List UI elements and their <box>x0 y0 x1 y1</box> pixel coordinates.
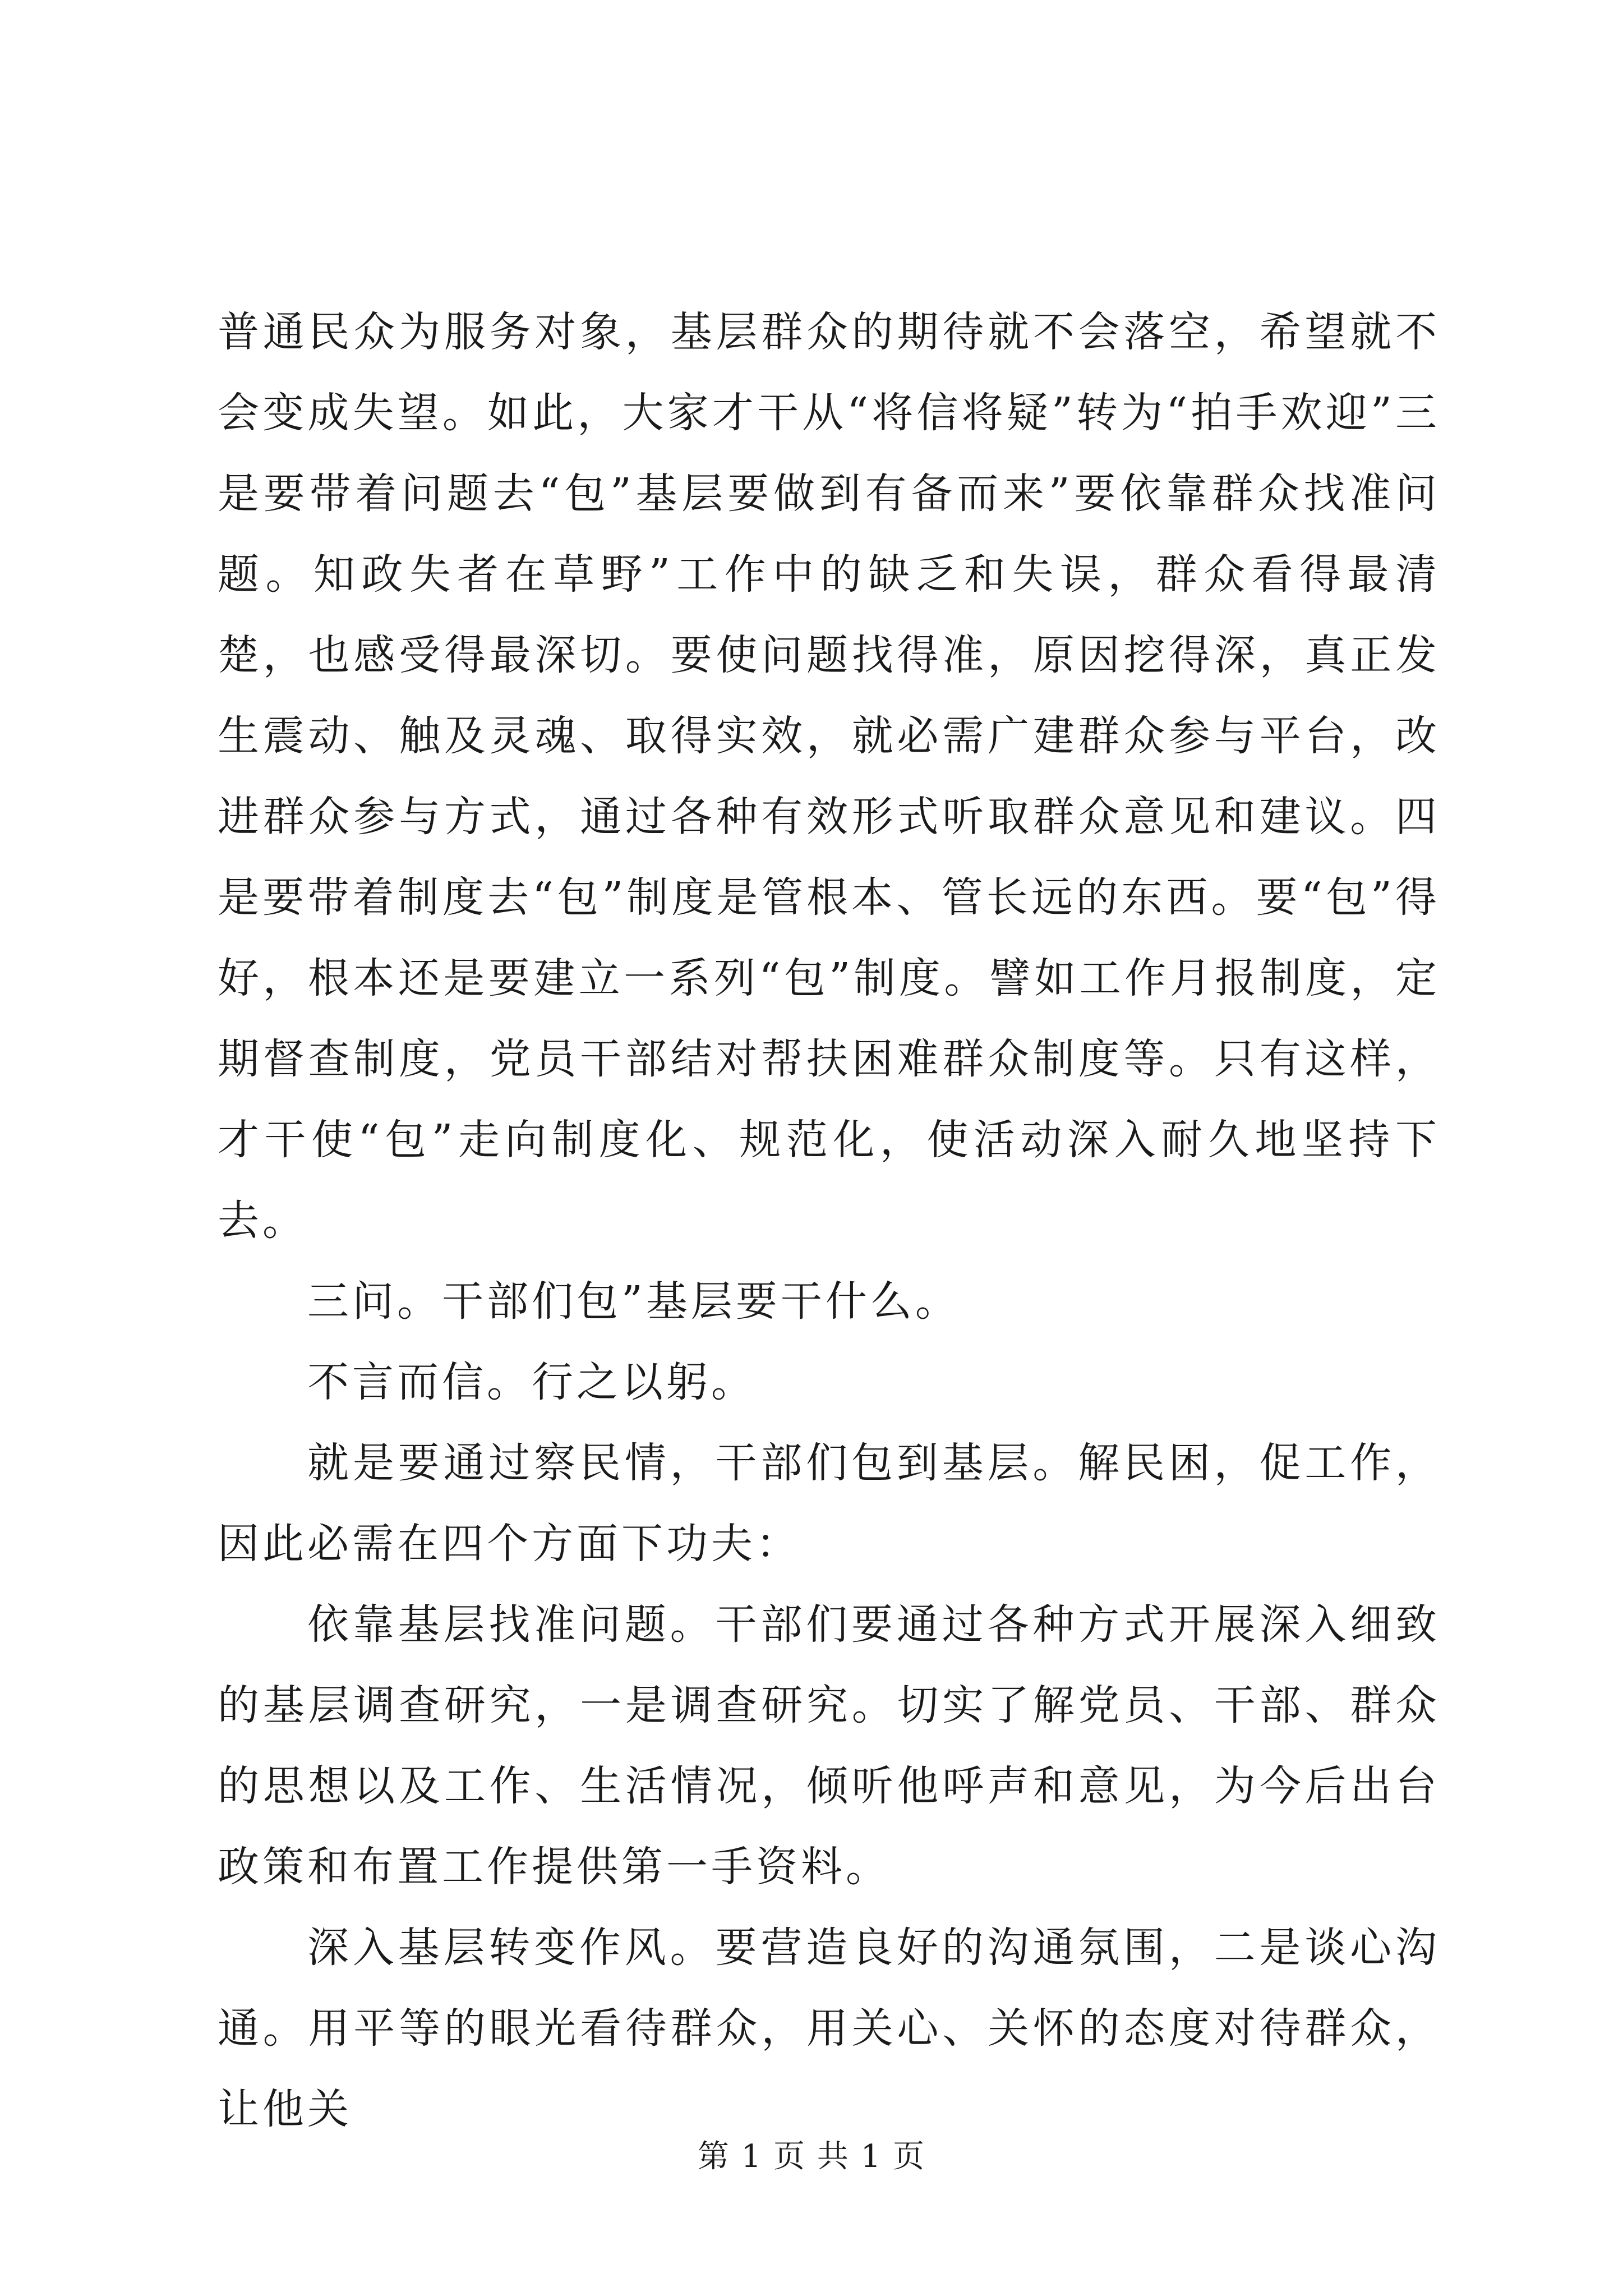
paragraph-5: 依靠基层找准问题。干部们要通过各种方式开展深入细致的基层调查研究，一是调查研究。切实了解党员、干部、群众的思想以及工作、生活情况，倾听他呼声和意见，为今后出台政策和布置工作提供第一手资料。 <box>218 1600 1440 1891</box>
paragraph-4: 就是要通过察民情，干部们包到基层。解民困，促工作，因此必需在四个方面下功夫： <box>218 1439 1440 1568</box>
paragraph-2: 三问。干部们包”基层要干什么。 <box>307 1277 960 1326</box>
paragraph-6: 深入基层转变作风。要营造良好的沟通氛围，二是谈心沟通。用平等的眼光看待群众，用关心、关怀的态度对待群众，让他关 <box>218 1924 1440 2133</box>
document-body <box>218 292 1440 2150</box>
paragraph-3: 不言而信。行之以躬。 <box>307 1358 756 1406</box>
page-footer <box>0 2137 1623 2177</box>
paragraph-1: 普通民众为服务对象，基层群众的期待就不会落空，希望就不会变成失望。如此，大家才干从“将信将疑”转为“拍手欢迎”三是要带着问题去“包”基层要做到有备而来”要依靠群众找准问题。知政失者在草野”工作中的缺乏和失误，群众看得最清楚，也感受得最深切。要使问题找得准，原因挖得深，真正发生震动、触及灵魂、取得实效，就必需广建群众参与平台，改进群众参与方式，通过各种有效形式听取群众意见和建议。四是要带着制度去“包”制度是管根本、管长远的东西。要“包”得好，根本还是要建立一系列“包”制度。譬如工作月报制度，定期督查制度，党员干部结对帮扶困难群众制度等。只有这样，才干使“包”走向制度化、规范化，使活动深入耐久地坚持下去。 <box>218 308 1440 1245</box>
page-number-label: 第 1 页 共 1 页 <box>697 2138 926 2175</box>
